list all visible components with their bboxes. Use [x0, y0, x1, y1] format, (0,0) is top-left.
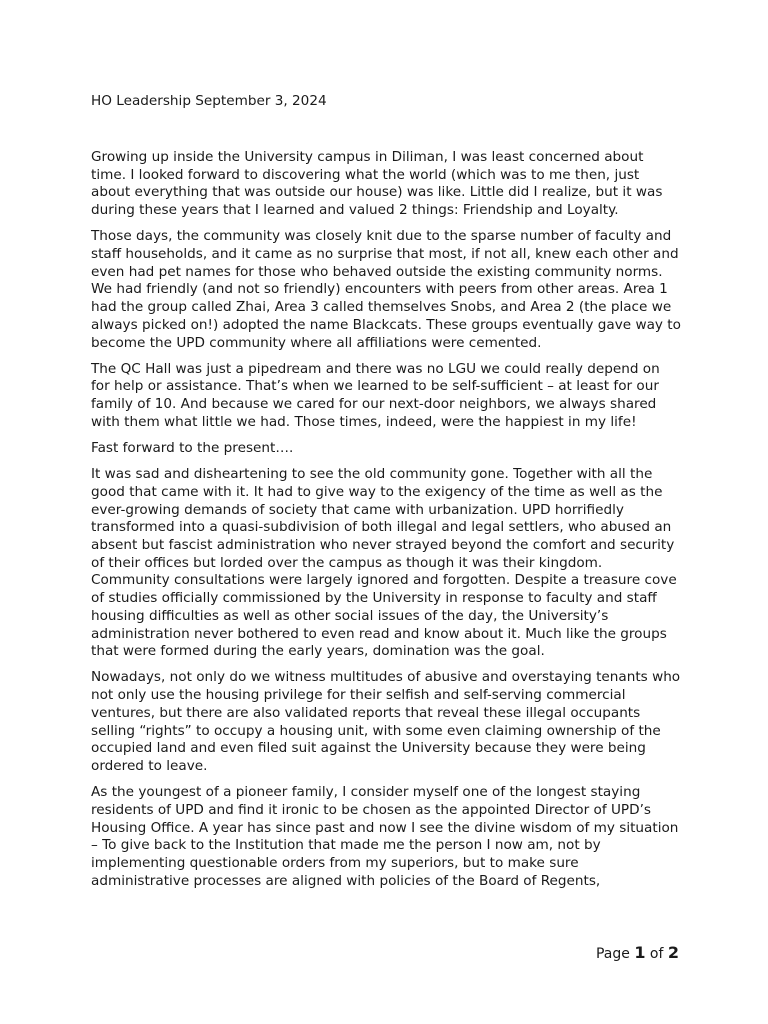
- document-body: [91, 149, 681, 899]
- page-number-footer: [596, 943, 679, 964]
- paragraph: Growing up inside the University campus in Diliman, I was least concerned about time. I looked forward to discovering what the world (which was to me then, just about everything that was outside our house) was like. Little did I realize, but it was during these years that I learned and valued 2 things: Friendship and Loyalty.: [91, 149, 663, 219]
- current-page-number: 1: [634, 943, 646, 962]
- paragraph: As the youngest of a pioneer family, I consider myself one of the longest staying residents of UPD and find it ironic to be chosen as the appointed Director of UPD’s Housing Office. A year has since past and now I see the divine wisdom of my situation – To give back to the Institution that made me the person I now am, not by implementing questionable orders from my superiors, but to make sure administrative processes are aligned with policies of the Board of Regents,: [91, 784, 679, 889]
- total-pages-number: 2: [667, 943, 679, 962]
- paragraph: The QC Hall was just a pipedream and there was no LGU we could really depend on for help or assistance. That’s when we learned to be self-sufficient – at least for our family of 10. And because we cared for our next-door neighbors, we always shared with them what little we had. Those times, indeed, were the happiest in my life!: [91, 360, 660, 430]
- of-label: of: [649, 946, 664, 962]
- paragraph: Nowadays, not only do we witness multitudes of abusive and overstaying tenants who not only use the housing privilege for their selfish and self-serving commercial ventures, but there are also validated reports that reveal these illegal occupants selling “rights” to occupy a housing unit, with some even claiming ownership of the occupied land and even filed suit against the University because they were being ordered to leave.: [91, 669, 681, 774]
- paragraph: Fast forward to the present….: [91, 440, 294, 457]
- paragraph: It was sad and disheartening to see the old community gone. Together with all the good that came with it. It had to give way to the exigency of the time as well as the ever-growing demands of society that came with urbanization. UPD horrifiedly transformed into a quasi-subdivision of both illegal and legal settlers, who abused an absent but fascist administration who never strayed beyond the comfort and security of their offices but lorded over the campus as though it was their kingdom. Community consultations were largely ignored and forgotten. Despite a treasure cove of studies officially commissioned by the University in response to faculty and staff housing difficulties as well as other social issues of the day, the University’s administration never bothered to even read and know about it. Much like the groups that were formed during the early years, domination was the goal.: [91, 466, 677, 660]
- paragraph: Those days, the community was closely knit due to the sparse number of faculty and staff households, and it came as no surprise that most, if not all, knew each other and even had pet names for those who behaved outside the existing community norms. We had friendly (and not so friendly) encounters with peers from other areas. Area 1 had the group called Zhai, Area 3 called themselves Snobs, and Area 2 (the place we always picked on!) adopted the name Blackcats. These groups eventually gave way to become the UPD community where all affiliations were cemented.: [91, 228, 681, 351]
- document-heading: HO Leadership September 3, 2024: [91, 93, 327, 109]
- page-label: Page: [595, 946, 630, 962]
